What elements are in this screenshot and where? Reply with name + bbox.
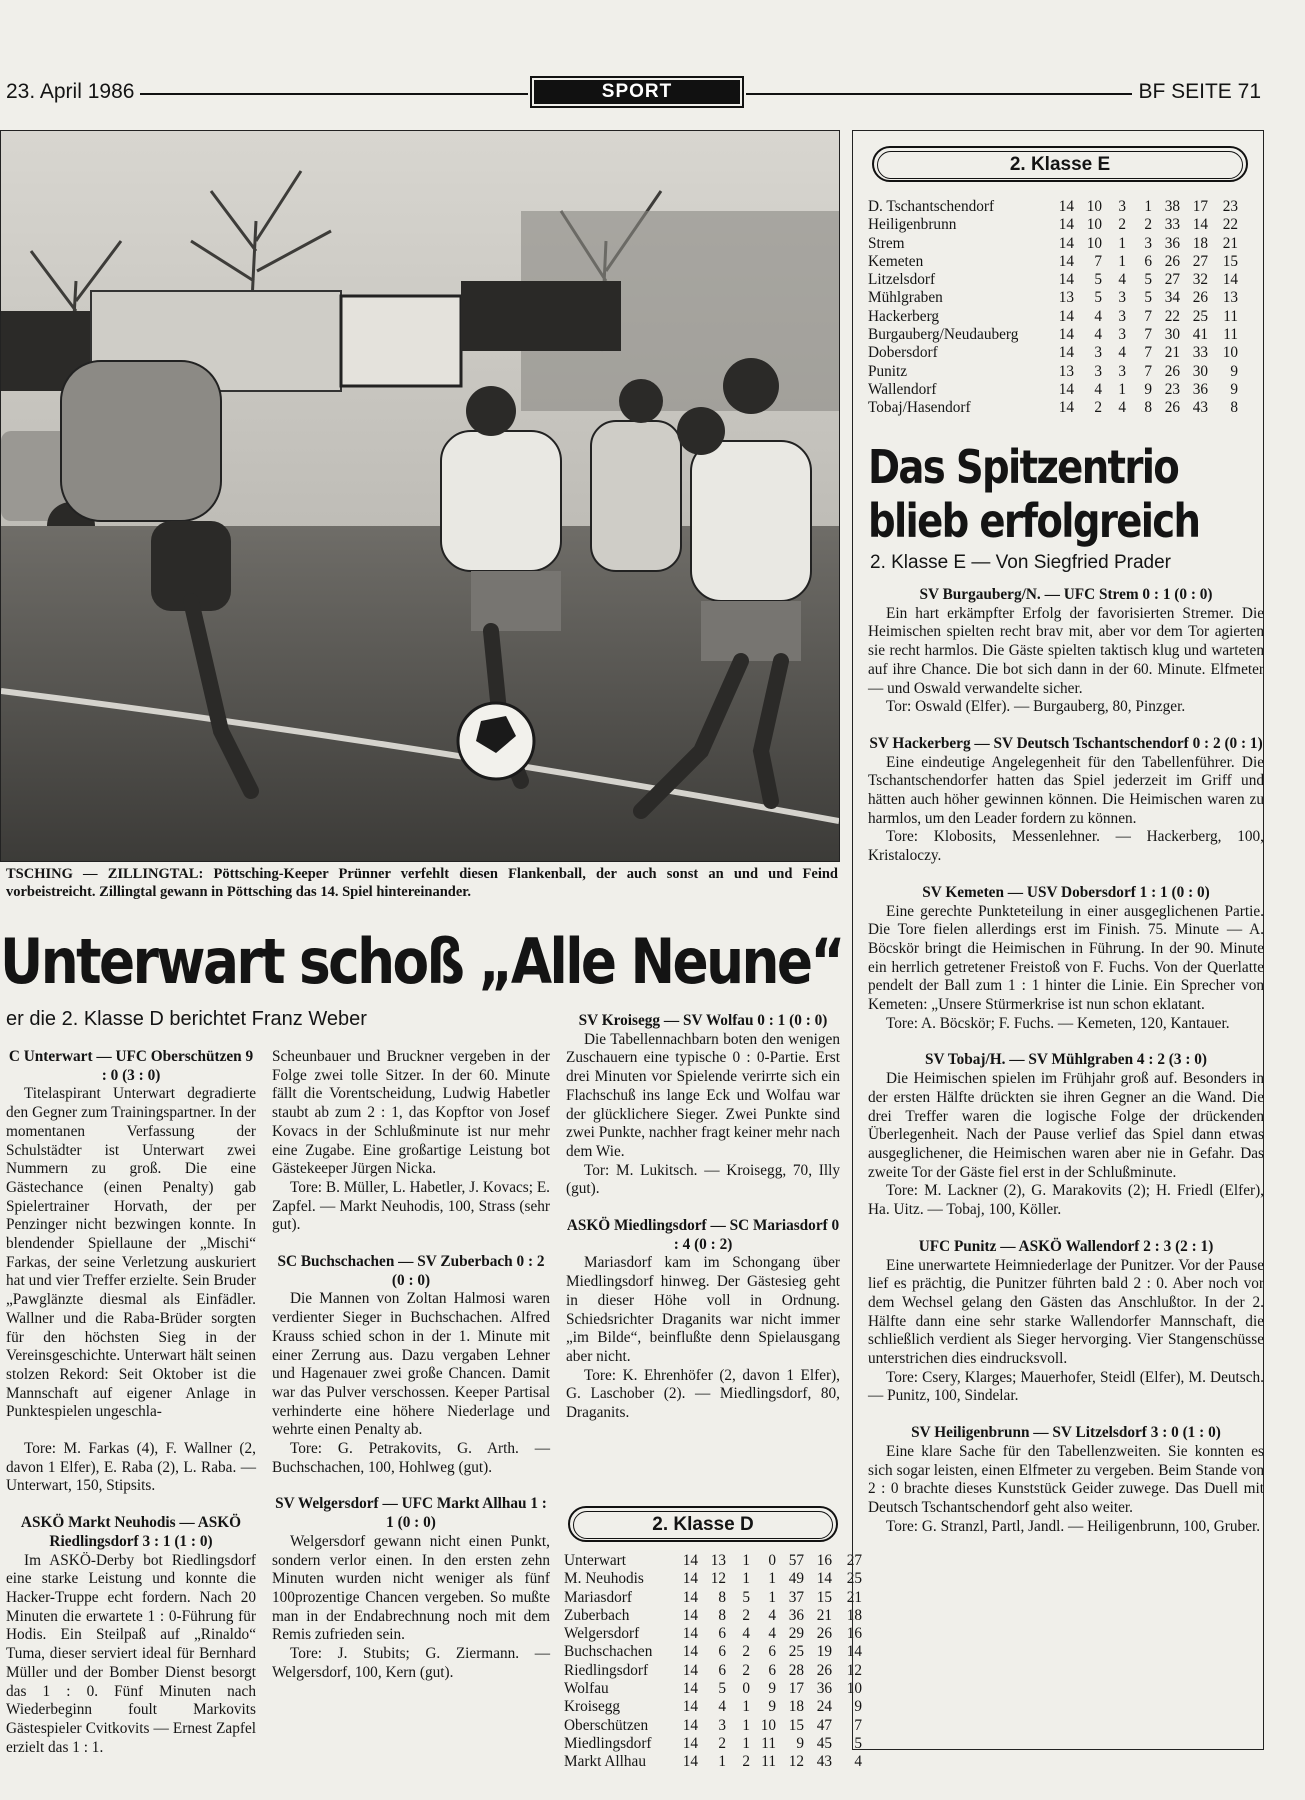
- team-name: Tobaj/Hasendorf: [868, 399, 971, 417]
- match-title: UFC Punitz — ASKÖ Wallendorf 2 : 3 (2 : 1): [918, 1237, 1214, 1255]
- article-column-1: [6, 1048, 256, 1757]
- article-column-3: [566, 1012, 840, 1423]
- table-cell: 14: [1058, 252, 1074, 270]
- table-cell: 4: [1094, 380, 1102, 398]
- match-scorers: Tore: Klobosits, Messenlehner. — Hackerberg, 100, Kristaloczy.: [868, 828, 1264, 865]
- match-title: SC Buchschachen — SV Zuberbach 0 : 2 (0 : 0): [277, 1253, 545, 1289]
- table-cell: 33: [1164, 216, 1180, 234]
- table-cell: 5: [1094, 289, 1102, 307]
- table-cell: 9: [1230, 362, 1238, 380]
- table-cell: 14: [1058, 271, 1074, 289]
- table-cell: 10: [1086, 198, 1102, 215]
- table-row: [564, 1589, 862, 1607]
- match-title: ASKÖ Markt Neuhodis — ASKÖ Riedlingsdorf 3 : 1 (1 : 0): [20, 1514, 242, 1550]
- table-cell: 25: [1192, 307, 1208, 325]
- table-cell: 14: [1058, 399, 1074, 417]
- table-cell: 15: [788, 1716, 804, 1734]
- table-row: [868, 235, 1238, 253]
- table-cell: 10: [1086, 234, 1102, 252]
- table-cell: 26: [816, 1625, 832, 1643]
- table-cell: 14: [682, 1625, 698, 1643]
- table-cell: 15: [1222, 252, 1238, 270]
- table-cell: 7: [1144, 344, 1152, 362]
- table-cell: 5: [718, 1680, 726, 1698]
- table-row: [868, 198, 1238, 216]
- table-cell: 4: [1094, 326, 1102, 344]
- table-row: [868, 216, 1238, 234]
- table-cell: 27: [1164, 271, 1180, 289]
- table-cell: 14: [1058, 216, 1074, 234]
- table-cell: 33: [1192, 344, 1208, 362]
- table-cell: 14: [1058, 344, 1074, 362]
- table-cell: 1: [1118, 252, 1126, 270]
- table-cell: 14: [1058, 326, 1074, 344]
- table-cell: 8: [1144, 399, 1152, 417]
- table-cell: 7: [1144, 307, 1152, 325]
- table-cell: 14: [682, 1716, 698, 1734]
- table-cell: 43: [1192, 399, 1208, 417]
- team-name: Unterwart: [564, 1552, 627, 1569]
- table-cell: 6: [718, 1661, 726, 1679]
- table-cell: 12: [710, 1570, 726, 1588]
- match-report: Eine gerechte Punkteteilung in einer ausgeglichenen Partie. Die Tore fielen allerdings erst im Finish. 75. Minute — A. Böcskör bringt die Heimischen in Führung. In der 90. Minute ein herrlich getretener Freistoß von F. Fuchs. Von der Querlatte pendelt der Ball zum 1 : 1 hinter die Linie. Ein Sprecher von Kemeten: „Unsere Stürmerkrise ist nun schon eklatant.: [868, 902, 1264, 1014]
- team-name: Heiligenbrunn: [868, 216, 957, 234]
- team-name: Wallendorf: [868, 380, 937, 398]
- table-cell: 10: [1086, 216, 1102, 234]
- table-e-title: [872, 146, 1248, 182]
- table-cell: 26: [816, 1661, 832, 1679]
- table-cell: 14: [682, 1552, 698, 1569]
- table-cell: 14: [682, 1753, 698, 1771]
- match-scorers: Tore: M. Lackner (2), G. Marakovits (2); H. Friedl (Elfer), Ha. Uitz. — Tobaj, 100, Köller.: [868, 1182, 1264, 1219]
- table-cell: 4: [718, 1698, 726, 1716]
- table-cell: 8: [718, 1588, 726, 1606]
- table-cell: 7: [1144, 362, 1152, 380]
- article-column-4: [868, 586, 1264, 1536]
- match-scorers: Tore: Csery, Klarges; Mauerhofer, Steidl (Elfer), M. Deutsch. — Punitz, 100, Sindelar.: [868, 1368, 1264, 1405]
- table-cell: 4: [1118, 271, 1126, 289]
- table-cell: 2: [742, 1643, 750, 1661]
- team-name: Markt Allhau: [564, 1753, 646, 1771]
- table-row: [564, 1680, 862, 1698]
- table-cell: 14: [682, 1698, 698, 1716]
- table-cell: 7: [854, 1716, 862, 1734]
- table-cell: 18: [1192, 234, 1208, 252]
- table-cell: 26: [1164, 399, 1180, 417]
- table-cell: 10: [760, 1716, 776, 1734]
- match-report: Eine unerwartete Heimniederlage der Punitzer. Vor der Pause lief es prächtig, die Punitzer führten bald 2 : 0. Aber noch vor dem Wechsel gelang den Gästen das Anschlußtor. In der 2. Hälfte dann eine sehr starke Wallendorfer Mannschaft, die schließlich verdient als Sieger hervorging. Vier Stangenschüsse unterstrichen dies eindrucksvoll.: [868, 1256, 1264, 1368]
- table-cell: 9: [854, 1698, 862, 1716]
- table-cell: 2: [1144, 216, 1152, 234]
- article-column-2: [272, 1048, 550, 1683]
- table-cell: 2: [1118, 216, 1126, 234]
- match-report: Die Tabellennachbarn boten den wenigen Zuschauern eine typische 0 : 0-Partie. Erst drei Minuten vor Spielende verirrte sich ein Flachschuß ins lange Eck und Wolfau war der glücklichere Sieger. Zwei Punkte sind zwei Punkte, nachher fragt keiner mehr nach dem Wie.: [566, 1030, 840, 1160]
- match-scorers: Tore: G. Petrakovits, G. Arth. — Buchschachen, 100, Hohlweg (gut).: [272, 1440, 550, 1476]
- team-name: Mariasdorf: [564, 1588, 632, 1606]
- team-name: Strem: [868, 234, 905, 252]
- table-cell: 3: [1118, 307, 1126, 325]
- table-cell: 26: [1164, 362, 1180, 380]
- table-row: [868, 253, 1238, 271]
- section-label-text: SPORT: [534, 80, 740, 104]
- match-photo: [0, 130, 840, 862]
- table-cell: 4: [768, 1625, 776, 1643]
- team-name: Wolfau: [564, 1680, 609, 1698]
- table-cell: 9: [768, 1698, 776, 1716]
- table-cell: 43: [816, 1753, 832, 1771]
- table-row: [868, 381, 1238, 399]
- table-row: [564, 1625, 862, 1643]
- table-cell: 9: [1144, 380, 1152, 398]
- match-title: SV Burgauberg/N. — UFC Strem 0 : 1 (0 : 0): [919, 586, 1213, 603]
- table-cell: 36: [788, 1606, 804, 1624]
- table-cell: 8: [1230, 399, 1238, 417]
- team-name: Litzelsdorf: [868, 271, 936, 289]
- table-cell: 6: [768, 1643, 776, 1661]
- table-e-title-text: 2. Klasse E: [877, 151, 1243, 179]
- table-cell: 32: [1192, 271, 1208, 289]
- table-cell: 14: [682, 1643, 698, 1661]
- table-cell: 3: [1118, 289, 1126, 307]
- team-name: Kroisegg: [564, 1698, 621, 1716]
- table-cell: 1: [768, 1588, 776, 1606]
- table-cell: 24: [816, 1698, 832, 1716]
- match-report: Die Mannen von Zoltan Halmosi waren verdienter Sieger in Buchschachen. Alfred Krauss schied schon in der 1. Minute mit einer Zerrung aus. Dazu vergaben Lehner und Hagenauer zwei große Chancen. Damit war das Pulver verschossen. Keeper Partisal verhinderte eine höhere Niederlage und wehrte einen Penalty ab.: [272, 1290, 550, 1439]
- match-scorers: Tore: J. Stubits; G. Ziermann. — Welgersdorf, 100, Kern (gut).: [272, 1645, 550, 1681]
- table-cell: 2: [718, 1734, 726, 1752]
- table-cell: 2: [742, 1753, 750, 1771]
- table-cell: 21: [1222, 234, 1238, 252]
- table-row: [868, 344, 1238, 362]
- table-cell: 14: [1192, 216, 1208, 234]
- table-row: [564, 1753, 862, 1771]
- standings-table-e: [868, 198, 1238, 418]
- table-row: [868, 271, 1238, 289]
- table-cell: 13: [1222, 289, 1238, 307]
- table-cell: 10: [846, 1680, 862, 1698]
- page-header: [0, 72, 1305, 112]
- table-cell: 19: [816, 1643, 832, 1661]
- standings-table-d: [564, 1552, 862, 1772]
- table-cell: 14: [1058, 380, 1074, 398]
- match-report: Ein hart erkämpfter Erfolg der favorisierten Stremer. Die Heimischen spielten recht brav mit, aber vor dem Tor agierten sie recht harmlos. Die Gäste spielten taktisch klug und warteten auf ihre Chance. Die bot sich dann in der 60. Minute. Elfmeter — und Oswald verwandelte sicher.: [868, 604, 1264, 697]
- table-cell: 1: [742, 1698, 750, 1716]
- table-cell: 12: [788, 1753, 804, 1771]
- table-cell: 1: [768, 1570, 776, 1588]
- main-headline: Unterwart schoß „Alle Neune“: [0, 925, 843, 998]
- table-cell: 4: [1118, 344, 1126, 362]
- table-row: [564, 1570, 862, 1588]
- table-cell: 21: [1164, 344, 1180, 362]
- table-cell: 14: [816, 1570, 832, 1588]
- table-cell: 17: [788, 1680, 804, 1698]
- table-cell: 1: [742, 1570, 750, 1588]
- team-name: Zuberbach: [564, 1606, 630, 1624]
- table-cell: 4: [1094, 307, 1102, 325]
- table-cell: 1: [1118, 380, 1126, 398]
- table-cell: 7: [1144, 326, 1152, 344]
- table-cell: 1: [742, 1716, 750, 1734]
- table-cell: 5: [854, 1734, 862, 1752]
- page-number: BF SEITE 71: [1138, 80, 1261, 103]
- table-cell: 1: [1118, 234, 1126, 252]
- table-cell: 14: [1058, 307, 1074, 325]
- table-cell: 23: [1222, 198, 1238, 215]
- match-scorers: Tore: K. Ehrenhöfer (2, davon 1 Elfer), G. Laschober (2). — Miedlingsdorf, 80, Draganits.: [566, 1366, 840, 1422]
- team-name: Riedlingsdorf: [564, 1661, 649, 1679]
- table-cell: 2: [742, 1606, 750, 1624]
- secondary-headline: [868, 440, 1199, 548]
- match-scorers: Tor: M. Lukitsch. — Kroisegg, 70, Illy (gut).: [566, 1161, 840, 1198]
- match-scorers: Tore: M. Farkas (4), F. Wallner (2, davon 1 Elfer), E. Raba (2), L. Raba. — Unterwart, 150, Stipsits.: [6, 1440, 256, 1495]
- table-cell: 8: [718, 1606, 726, 1624]
- table-cell: 18: [846, 1606, 862, 1624]
- table-cell: 3: [1144, 234, 1152, 252]
- match-report: Mariasdorf kam im Schongang über Miedlingsdorf hinweg. Der Gästesieg geht in dieser Höhe voll in Ordnung. Schiedsrichter Draganits war nicht immer „im Bilde“, beinflußte denn Spielausgang aber nicht.: [566, 1254, 840, 1365]
- table-cell: 26: [1164, 252, 1180, 270]
- match-scorers: Tore: B. Müller, L. Habetler, J. Kovacs; E. Zapfel. — Markt Neuhodis, 100, Strass (sehr gut).: [272, 1178, 550, 1234]
- table-cell: 34: [1164, 289, 1180, 307]
- match-report: Eine eindeutige Angelegenheit für den Tabellenführer. Die Tschantschendorfer hatten das Spiel jederzeit im Griff und hätten auch höher gewinnen können. Die Heimischen waren zu harmlos, um den Leader fordern zu können.: [868, 753, 1264, 827]
- table-cell: 3: [1118, 198, 1126, 215]
- table-cell: 5: [1144, 271, 1152, 289]
- table-cell: 11: [761, 1753, 776, 1771]
- table-cell: 47: [816, 1716, 832, 1734]
- table-cell: 1: [742, 1552, 750, 1569]
- team-name: Oberschützen: [564, 1716, 649, 1734]
- table-cell: 3: [1118, 326, 1126, 344]
- header-rule-left: [140, 93, 528, 95]
- table-cell: 9: [796, 1734, 804, 1752]
- team-name: Hackerberg: [868, 307, 940, 325]
- table-cell: 0: [768, 1552, 776, 1569]
- table-row: [868, 289, 1238, 307]
- table-cell: 11: [1223, 307, 1238, 325]
- table-cell: 13: [1058, 362, 1074, 380]
- table-row: [564, 1662, 862, 1680]
- team-name: D. Tschantschendorf: [868, 198, 995, 215]
- table-cell: 4: [854, 1753, 862, 1771]
- match-report: Eine klare Sache für den Tabellenzweiten. Sie konnten es sich sogar leisten, einen Elfmeter zu vergeben. Beim Stande von 2 : 0 brachte dieses Kunststück Geider zuwege. Das Duell mit Deutsch Tschantschendorf geht also weiter.: [868, 1442, 1264, 1516]
- table-cell: 30: [1164, 326, 1180, 344]
- table-row: [564, 1643, 862, 1661]
- table-cell: 14: [682, 1588, 698, 1606]
- table-d-title: [568, 1506, 838, 1542]
- table-cell: 36: [1164, 234, 1180, 252]
- match-report: Titelaspirant Unterwart degradierte den Gegner zum Trainingspartner. In der momentanen Verfassung der Schulstädter ist Unterwart zwei Nummern zu groß. Die eine Gästechance (einen Penalty) gab Spielertrainer Horvath, der per Penzinger nicht bezwingen konnte. In blendender Spiellaune der „Mischi“ Farkas, der seine Verletzung auskuriert hat und vier Treffer erzielte. Sein Bruder „Pawglänzte diesmal als Einfädler. Wallner und die Raba-Brüder sorgten für den höchsten Sieg in der Vereinsgeschichte. Unterwart hält seinen stolzen Rekord: Seit Oktober ist die Mannschaft auf eigener Anlage in Punktespielen ungeschla-: [6, 1085, 256, 1421]
- match-title: SV Kemeten — USV Dobersdorf 1 : 1 (0 : 0): [922, 883, 1210, 901]
- team-name: Dobersdorf: [868, 344, 938, 362]
- team-name: M. Neuhodis: [564, 1570, 644, 1588]
- secondary-byline: 2. Klasse E — Von Siegfried Prader: [870, 552, 1171, 573]
- table-cell: 10: [1222, 344, 1238, 362]
- table-cell: 16: [846, 1625, 862, 1643]
- table-cell: 14: [846, 1643, 862, 1661]
- match-title: SV Hackerberg — SV Deutsch Tschantschendorf 0 : 2 (0 : 1): [869, 734, 1263, 752]
- table-cell: 21: [846, 1588, 862, 1606]
- team-name: Buchschachen: [564, 1643, 653, 1661]
- match-title: ASKÖ Miedlingsdorf — SC Mariasdorf 0 : 4 (0 : 2): [566, 1217, 840, 1253]
- team-name: Miedlingsdorf: [564, 1734, 652, 1752]
- match-photo-drawing: [1, 131, 839, 861]
- table-cell: 11: [761, 1734, 776, 1752]
- table-cell: 16: [816, 1552, 832, 1569]
- team-name: Burgauberg/Neudauberg: [868, 326, 1019, 344]
- table-cell: 14: [1222, 271, 1238, 289]
- secondary-headline-line-2: blieb erfolgreich: [868, 494, 1200, 548]
- table-cell: 21: [816, 1606, 832, 1624]
- table-cell: 14: [682, 1661, 698, 1679]
- match-report: Im ASKÖ-Derby bot Riedlingsdorf eine starke Leistung und konnte die Hacker-Truppe echt fordern. Nach 20 Minuten die erwartete 1 : 0-Führung für Hodis. Ein Steilpaß auf „Rinaldo“ Tuma, dieser serviert ideal für Bernhard Müller und der Bomber Dienst besorgt das 1 : 0. Fünf Minuten nach Wiederbeginn foult Markovits Gästespieler Cvitkovits — Ernest Zapfel erzielt das 1 : 1.: [6, 1551, 256, 1756]
- table-cell: 5: [1144, 289, 1152, 307]
- table-row: [564, 1735, 862, 1753]
- table-cell: 2: [742, 1661, 750, 1679]
- team-name: Punitz: [868, 362, 908, 380]
- table-cell: 28: [788, 1661, 804, 1679]
- table-cell: 14: [682, 1680, 698, 1698]
- team-name: Kemeten: [868, 252, 924, 270]
- table-cell: 12: [846, 1661, 862, 1679]
- table-cell: 36: [816, 1680, 832, 1698]
- table-cell: 49: [788, 1570, 804, 1588]
- table-cell: 13: [1058, 289, 1074, 307]
- photo-caption: TSCHING — ZILLINGTAL: Pöttsching-Keeper Prünner verfehlt diesen Flankenball, der auch sonst an und und Feind vorbeistreicht. Zillingtal gewann in Pöttsching das 14. Spiel hintereinander.: [6, 866, 838, 900]
- table-cell: 3: [1118, 362, 1126, 380]
- match-scorers: Tor: Oswald (Elfer). — Burgauberg, 80, Pinzger.: [886, 698, 1186, 716]
- table-cell: 26: [1192, 289, 1208, 307]
- table-cell: 9: [768, 1680, 776, 1698]
- table-cell: 18: [788, 1698, 804, 1716]
- table-cell: 14: [682, 1570, 698, 1588]
- table-row: [564, 1552, 862, 1570]
- team-name: Mühlgraben: [868, 289, 943, 307]
- table-cell: 38: [1164, 198, 1180, 215]
- table-cell: 13: [710, 1552, 726, 1569]
- table-cell: 4: [1118, 399, 1126, 417]
- table-cell: 25: [788, 1643, 804, 1661]
- table-cell: 1: [718, 1753, 726, 1771]
- table-cell: 17: [1192, 198, 1208, 215]
- table-cell: 0: [742, 1680, 750, 1698]
- table-cell: 14: [1058, 234, 1074, 252]
- table-cell: 27: [846, 1552, 862, 1569]
- table-cell: 30: [1192, 362, 1208, 380]
- match-scorers: Tore: G. Stranzl, Partl, Jandl. — Heiligenbrunn, 100, Gruber.: [886, 1517, 1261, 1535]
- table-row: [868, 308, 1238, 326]
- byline: er die 2. Klasse D berichtet Franz Weber: [6, 1008, 367, 1030]
- table-row: [868, 326, 1238, 344]
- table-cell: 6: [1144, 252, 1152, 270]
- table-cell: 4: [768, 1606, 776, 1624]
- match-scorers: Tore: A. Böcskör; F. Fuchs. — Kemeten, 120, Kantauer.: [886, 1014, 1230, 1032]
- table-cell: 14: [682, 1606, 698, 1624]
- table-cell: 22: [1164, 307, 1180, 325]
- match-report: Welgersdorf gewann nicht einen Punkt, sondern verlor einen. In den ersten zehn Minuten wurden nicht weniger als fünf 100prozentige Chancen vergeben. So mußte man in der Endabrechnung noch mit dem Remis zufrieden sein.: [272, 1532, 550, 1644]
- match-title: SV Kroisegg — SV Wolfau 0 : 1 (0 : 0): [578, 1012, 828, 1029]
- table-cell: 3: [718, 1716, 726, 1734]
- match-title: SV Heiligenbrunn — SV Litzelsdorf 3 : 0 (1 : 0): [911, 1424, 1221, 1442]
- table-cell: 23: [1164, 380, 1180, 398]
- table-cell: 22: [1222, 216, 1238, 234]
- table-cell: 5: [742, 1588, 750, 1606]
- table-cell: 57: [788, 1552, 804, 1569]
- table-cell: 9: [1230, 380, 1238, 398]
- match-title: SV Tobaj/H. — SV Mühlgraben 4 : 2 (3 : 0): [924, 1051, 1208, 1069]
- table-cell: 6: [768, 1661, 776, 1679]
- match-title: C Unterwart — UFC Oberschützen 9 : 0 (3 : 0): [8, 1048, 254, 1084]
- table-cell: 7: [1094, 252, 1102, 270]
- table-row: [564, 1717, 862, 1735]
- table-cell: 3: [1094, 344, 1102, 362]
- table-cell: 36: [1192, 380, 1208, 398]
- table-cell: 14: [1058, 198, 1074, 215]
- table-d-title-text: 2. Klasse D: [573, 1511, 833, 1539]
- header-rule-right: [746, 93, 1132, 95]
- section-label: [530, 76, 744, 108]
- table-cell: 6: [718, 1643, 726, 1661]
- match-title: SV Welgersdorf — UFC Markt Allhau 1 : 1 (0 : 0): [275, 1495, 547, 1532]
- table-cell: 1: [1144, 198, 1152, 215]
- table-cell: 15: [816, 1588, 832, 1606]
- issue-date: 23. April 1986: [6, 80, 135, 103]
- table-cell: 45: [816, 1734, 832, 1752]
- table-cell: 2: [1094, 399, 1102, 417]
- table-cell: 6: [718, 1625, 726, 1643]
- table-cell: 37: [788, 1588, 804, 1606]
- match-report: Die Heimischen spielen im Frühjahr groß auf. Besonders in der ersten Hälfte drückten sie ihren Gegner an die Wand. Die drei Treffer waren die logische Folge der drückenden Überlegenheit. Nach der Pause verlief das Spiel dann etwas ausgeglichener, die Heimischen waren aber nie in Gefahr. Das zweite Tor der Gäste fiel erst in der Schlußminute.: [868, 1070, 1264, 1181]
- table-cell: 14: [682, 1734, 698, 1752]
- table-row: [564, 1698, 862, 1716]
- table-cell: 4: [742, 1625, 750, 1643]
- secondary-headline-line-1: Das Spitzentrio: [868, 440, 1179, 494]
- table-cell: 11: [1223, 326, 1238, 344]
- table-row: [868, 399, 1238, 417]
- table-cell: 1: [742, 1734, 750, 1752]
- table-cell: 5: [1094, 271, 1102, 289]
- table-cell: 3: [1094, 362, 1102, 380]
- team-name: Welgersdorf: [564, 1625, 640, 1643]
- table-cell: 41: [1192, 326, 1208, 344]
- match-report: Scheunbauer und Bruckner vergeben in der Folge zwei tolle Sitzer. In der 60. Minute fällt die Vorentscheidung, Ludwig Habetler staubt ab zum 2 : 1, das Kopftor von Josef Kovacs in der Schlußminute ist nur mehr eine Zugabe. Eine großartige Leistung bot Gästekeeper Jürgen Nicka.: [272, 1048, 550, 1178]
- table-cell: 27: [1192, 252, 1208, 270]
- table-row: [868, 363, 1238, 381]
- table-cell: 29: [788, 1625, 804, 1643]
- table-row: [564, 1607, 862, 1625]
- table-cell: 25: [846, 1570, 862, 1588]
